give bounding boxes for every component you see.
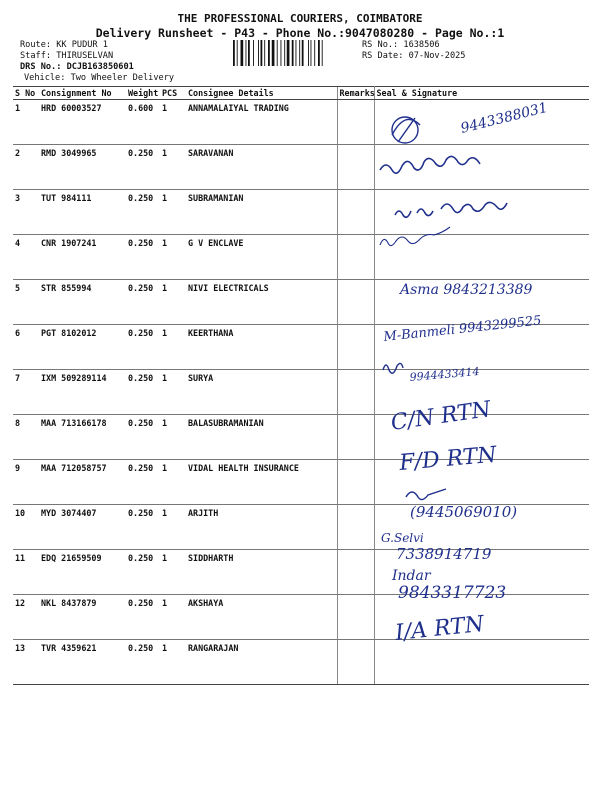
barcode-bar bbox=[311, 40, 312, 66]
cell-remarks bbox=[337, 595, 374, 640]
signature-row-7: 9944433414 bbox=[409, 364, 480, 384]
cell-signature bbox=[374, 100, 589, 145]
cell-weight: 0.250 bbox=[126, 190, 160, 235]
table-row bbox=[13, 145, 589, 190]
table-row bbox=[13, 370, 589, 415]
cell-signature bbox=[374, 145, 589, 190]
cell-signature bbox=[374, 460, 589, 505]
cell-signature bbox=[374, 235, 589, 280]
col-pcs: PCS bbox=[160, 87, 186, 100]
cell-consignment: MAA 713166178 bbox=[39, 415, 126, 460]
cell-sno: 13 bbox=[13, 640, 39, 685]
cell-sno: 5 bbox=[13, 280, 39, 325]
cell-consignment: TUT 984111 bbox=[39, 190, 126, 235]
barcode-bar bbox=[268, 40, 270, 66]
runsheet-title: Delivery Runsheet - P43 - Phone No.:9047080280 - Page No.:1 bbox=[95, 26, 505, 40]
cell-consignee: RANGARAJAN bbox=[186, 640, 337, 685]
barcode-bar bbox=[314, 40, 315, 66]
signature-row-5: Asma 9843213389 bbox=[400, 282, 533, 298]
cell-consignee: VIDAL HEALTH INSURANCE bbox=[186, 460, 337, 505]
table-row bbox=[13, 415, 589, 460]
cell-signature bbox=[374, 370, 589, 415]
cell-signature bbox=[374, 505, 589, 550]
cell-signature bbox=[374, 415, 589, 460]
cell-remarks bbox=[337, 145, 374, 190]
route-label: Route: KK PUDUR 1 bbox=[20, 40, 108, 50]
drs-number: DRS No.: DCJB163850601 bbox=[20, 62, 134, 72]
cell-sno: 3 bbox=[13, 190, 39, 235]
cell-pcs: 1 bbox=[160, 280, 186, 325]
signature-row-6: M-Banmeli 9943299525 bbox=[382, 313, 543, 345]
cell-weight: 0.600 bbox=[126, 100, 160, 145]
signature-row-10: (9445069010) bbox=[410, 503, 518, 521]
cell-consignment: IXM 509289114 bbox=[39, 370, 126, 415]
cell-sno: 8 bbox=[13, 415, 39, 460]
cell-weight: 0.250 bbox=[126, 280, 160, 325]
table-row bbox=[13, 460, 589, 505]
signature-row-1: 9443388031 bbox=[459, 99, 550, 137]
cell-sno: 7 bbox=[13, 370, 39, 415]
cell-pcs: 1 bbox=[160, 190, 186, 235]
cell-remarks bbox=[337, 415, 374, 460]
cell-sno: 11 bbox=[13, 550, 39, 595]
barcode-bar bbox=[281, 40, 282, 66]
rs-number: RS No.: 1638506 bbox=[362, 40, 440, 50]
barcode bbox=[232, 40, 358, 66]
cell-weight: 0.250 bbox=[126, 145, 160, 190]
cell-sno: 2 bbox=[13, 145, 39, 190]
cell-sno: 12 bbox=[13, 595, 39, 640]
table-row bbox=[13, 595, 589, 640]
table-row bbox=[13, 190, 589, 235]
cell-consignment: MAA 712058757 bbox=[39, 460, 126, 505]
cell-consignment: STR 855994 bbox=[39, 280, 126, 325]
cell-sno: 9 bbox=[13, 460, 39, 505]
cell-sno: 4 bbox=[13, 235, 39, 280]
cell-remarks bbox=[337, 640, 374, 685]
cell-consignee: NIVI ELECTRICALS bbox=[186, 280, 337, 325]
barcode-bar bbox=[296, 40, 297, 66]
barcode-bar bbox=[241, 40, 244, 66]
cell-remarks bbox=[337, 100, 374, 145]
signature-row-13: I/A RTN bbox=[394, 611, 486, 646]
cell-sno: 1 bbox=[13, 100, 39, 145]
signature-row-11-name: G.Selvi bbox=[381, 531, 424, 545]
cell-consignment: MYD 3074407 bbox=[39, 505, 126, 550]
cell-pcs: 1 bbox=[160, 550, 186, 595]
col-signature: Seal & Signature bbox=[374, 87, 589, 100]
barcode-bar bbox=[308, 40, 309, 66]
cell-sno: 10 bbox=[13, 505, 39, 550]
barcode-bar bbox=[299, 40, 300, 66]
cell-consignee: AKSHAYA bbox=[186, 595, 337, 640]
cell-pcs: 1 bbox=[160, 640, 186, 685]
signature-row-9: F/D RTN bbox=[398, 442, 498, 476]
table-row bbox=[13, 235, 589, 280]
vehicle-label: Vehicle: Two Wheeler Delivery bbox=[24, 73, 175, 83]
barcode-bar bbox=[277, 40, 278, 66]
barcode-bar bbox=[264, 40, 265, 66]
cell-sno: 6 bbox=[13, 325, 39, 370]
cell-consignee: KEERTHANA bbox=[186, 325, 337, 370]
table-row bbox=[13, 550, 589, 595]
col-consignment: Consignment No bbox=[39, 87, 126, 100]
barcode-bar bbox=[287, 40, 290, 66]
barcode-bar bbox=[237, 40, 238, 66]
cell-consignee: BALASUBRAMANIAN bbox=[186, 415, 337, 460]
cell-pcs: 1 bbox=[160, 325, 186, 370]
col-consignee: Consignee Details bbox=[186, 87, 337, 100]
table-row bbox=[13, 325, 589, 370]
rs-date: RS Date: 07-Nov-2025 bbox=[362, 51, 466, 61]
cell-weight: 0.250 bbox=[126, 325, 160, 370]
cell-consignee: ARJITH bbox=[186, 505, 337, 550]
cell-weight: 0.250 bbox=[126, 595, 160, 640]
cell-signature bbox=[374, 325, 589, 370]
cell-weight: 0.250 bbox=[126, 505, 160, 550]
runsheet-table bbox=[13, 86, 589, 685]
cell-consignment: PGT 8102012 bbox=[39, 325, 126, 370]
barcode-bar bbox=[292, 40, 294, 66]
table-row bbox=[13, 640, 589, 685]
cell-consignment: NKL 8437879 bbox=[39, 595, 126, 640]
cell-pcs: 1 bbox=[160, 505, 186, 550]
col-weight: Weight bbox=[128, 88, 159, 98]
cell-remarks bbox=[337, 235, 374, 280]
table-header-row bbox=[13, 87, 589, 100]
cell-weight: 0.250 bbox=[126, 235, 160, 280]
cell-remarks bbox=[337, 280, 374, 325]
signature-row-11-phone: 7338914719 bbox=[396, 545, 492, 563]
table-row bbox=[13, 505, 589, 550]
company-title: THE PROFESSIONAL COURIERS, COIMBATORE bbox=[177, 12, 423, 25]
cell-weight: 0.250 bbox=[126, 460, 160, 505]
barcode-bar bbox=[272, 40, 275, 66]
col-sno: S No bbox=[13, 87, 39, 100]
barcode-bar bbox=[261, 40, 263, 66]
cell-signature bbox=[374, 280, 589, 325]
signature-row-12-phone: 9843317723 bbox=[398, 583, 507, 603]
barcode-bar bbox=[258, 40, 259, 66]
barcode-bar bbox=[318, 40, 320, 66]
cell-pcs: 1 bbox=[160, 235, 186, 280]
cell-consignment: CNR 1907241 bbox=[39, 235, 126, 280]
signature-row-8: C/N RTN bbox=[389, 397, 493, 436]
cell-pcs: 1 bbox=[160, 145, 186, 190]
table-row bbox=[13, 100, 589, 145]
cell-consignee: SIDDHARTH bbox=[186, 550, 337, 595]
barcode-bar bbox=[233, 40, 235, 66]
cell-consignee: G V ENCLAVE bbox=[186, 235, 337, 280]
cell-consignment: TVR 4359621 bbox=[39, 640, 126, 685]
cell-weight: 0.250 bbox=[126, 640, 160, 685]
cell-consignment: EDQ 21659509 bbox=[39, 550, 126, 595]
cell-consignee: SURYA bbox=[186, 370, 337, 415]
cell-weight: 0.250 bbox=[126, 370, 160, 415]
cell-pcs: 1 bbox=[160, 415, 186, 460]
cell-consignment: HRD 60003527 bbox=[39, 100, 126, 145]
signature-row-12-name: Indar bbox=[392, 568, 431, 584]
cell-signature bbox=[374, 190, 589, 235]
cell-remarks bbox=[337, 550, 374, 595]
cell-pcs: 1 bbox=[160, 370, 186, 415]
cell-pcs: 1 bbox=[160, 460, 186, 505]
cell-remarks bbox=[337, 370, 374, 415]
cell-remarks bbox=[337, 190, 374, 235]
cell-consignee: ANNAMALAIYAL TRADING bbox=[186, 100, 337, 145]
cell-consignment: RMD 3049965 bbox=[39, 145, 126, 190]
cell-remarks bbox=[337, 325, 374, 370]
cell-signature bbox=[374, 640, 589, 685]
barcode-bar bbox=[246, 40, 247, 66]
col-remarks: Remarks bbox=[337, 87, 374, 100]
cell-pcs: 1 bbox=[160, 100, 186, 145]
table-row bbox=[13, 280, 589, 325]
cell-consignee: SUBRAMANIAN bbox=[186, 190, 337, 235]
cell-remarks bbox=[337, 460, 374, 505]
cell-weight: 0.250 bbox=[126, 415, 160, 460]
cell-remarks bbox=[337, 505, 374, 550]
cell-consignee: SARAVANAN bbox=[186, 145, 337, 190]
barcode-bar bbox=[302, 40, 304, 66]
barcode-bar bbox=[284, 40, 285, 66]
barcode-bar bbox=[253, 40, 254, 66]
cell-weight: 0.250 bbox=[126, 550, 160, 595]
cell-signature bbox=[374, 550, 589, 595]
barcode-bar bbox=[322, 40, 323, 66]
cell-pcs: 1 bbox=[160, 595, 186, 640]
staff-label: Staff: THIRUSELVAN bbox=[20, 51, 114, 61]
barcode-bar bbox=[248, 40, 250, 66]
cell-signature bbox=[374, 595, 589, 640]
